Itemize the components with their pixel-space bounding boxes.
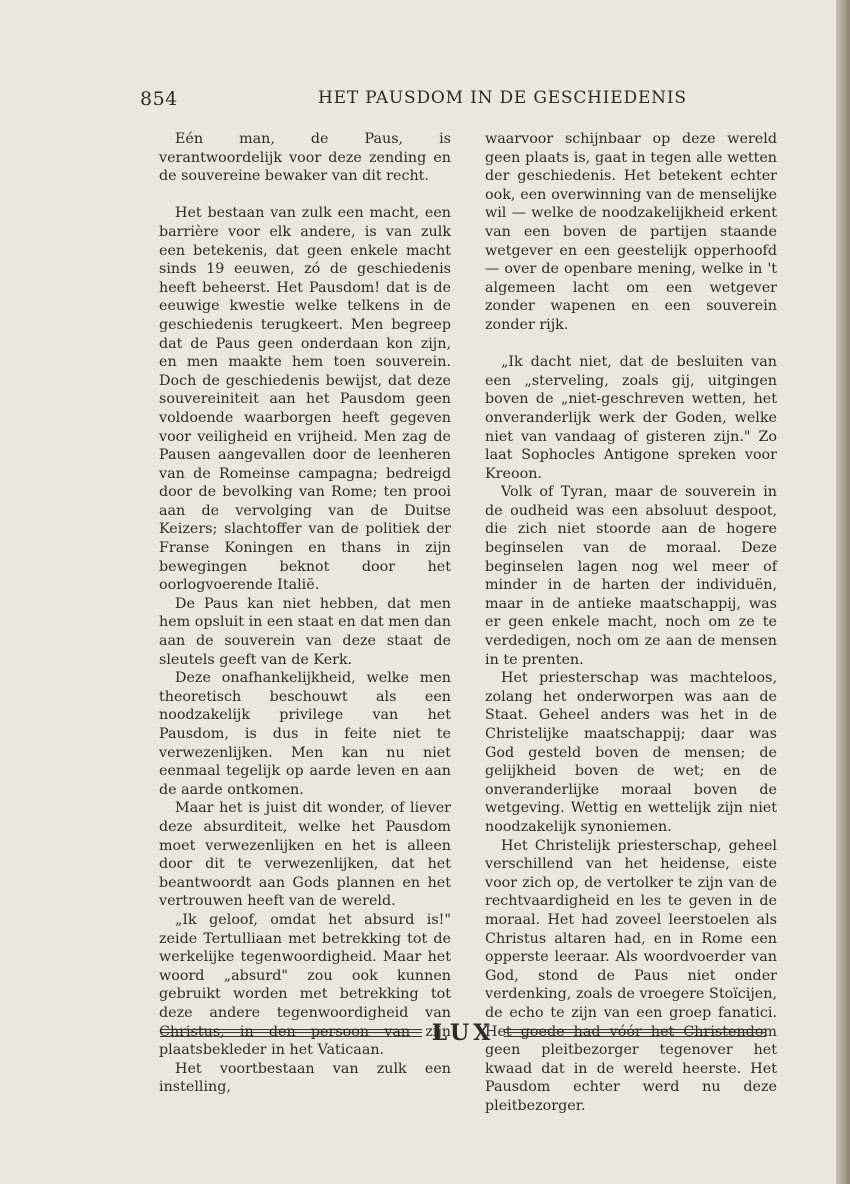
paragraph: Het priesterschap was machteloos, zolang het onderworpen was aan de Staat. Geheel anders was het in de Christelijke maatschappij; daar was God gesteld boven de mensen; de gelijkheid boven de wet; en de onveranderlijke moraal boven de wetgeving. Wettig en wettelijk zijn niet noodzakelijk synoniemen.: [485, 670, 777, 835]
paragraph: „Ik geloof, omdat het absurd is!" zeide Tertulliaan met betrekking tot de werkelijke tegenwoordigheid. Maar het woord „absurd" zou ook kunnen gebruikt worden met betrekking tot deze andere tegenwoordigheid van Christus, in den persoon van zijn plaatsbekleder in het Vaticaan.: [159, 911, 451, 1059]
page-number: 854: [140, 88, 178, 110]
paragraph: Volk of Tyran, maar de souverein in de oudheid was een absoluut despoot, die zich niet stoorde aan de hogere beginselen van de moraal. Deze beginselen lagen nog wel meer of minder in de harten der individuën, maar in de antieke maatschappij, was er geen enkele macht, noch om ze te verdedigen, noch om ze aan de mensen in te prenten.: [485, 484, 777, 668]
lux-mark: LUX: [431, 1020, 495, 1046]
running-title: HET PAUSDOM IN DE GESCHIEDENIS: [318, 88, 687, 108]
paragraph: Het voortbestaan van zulk een instelling,: [159, 1060, 451, 1096]
paragraph: Eén man, de Paus, is verantwoordelijk voor deze zending en de souvereine bewaker van dit recht.: [159, 131, 451, 185]
paragraph: „Ik dacht niet, dat de besluiten van een „sterveling, zoals gij, uitgingen boven de „niet-geschreven wetten, het onveranderlijk werk der Goden, welke niet van vandaag of gisteren zijn." Zo laat Sophocles Antigone spreken voor Kreoon.: [485, 354, 777, 482]
paragraph: Deze onafhankelijkheid, welke men theoretisch beschouwt als een noodzakelijk privilege van het Pausdom, is dus in feite niet te verwezenlijken. Men kan nu niet eenmaal tegelijk op aarde leven en aan de aarde ontkomen.: [159, 670, 451, 798]
paragraph: Maar het is juist dit wonder, of liever deze absurditeit, welke het Pausdom moet verwezenlijken en het is alleen door dit te verwezenlijken, dat het beantwoordt aan Gods plannen en het vertrouwen heeft van de wereld.: [159, 800, 451, 910]
paragraph: De Paus kan niet hebben, dat men hem opsluit in een staat en dat men dan aan de souverein van deze staat de sleutels geeft van de Kerk.: [159, 595, 451, 668]
right-column: [485, 130, 777, 1115]
footer-ornament: [160, 1020, 766, 1046]
rule-line: [504, 1029, 766, 1037]
rule-line: [160, 1029, 422, 1037]
paragraph: waarvoor schijnbaar op deze wereld geen plaats is, gaat in tegen alle wetten der geschiedenis. Het betekent echter ook, een overwinning van de menselijke wil — welke de noodzakelijkheid erkent van een boven de partijen staande wetgever en een geestelijk opperhoofd — over de openbare mening, welke in 't algemeen lacht om een wetgever zonder wapenen en een souverein zonder rijk.: [485, 131, 777, 333]
book-spine-edge: [836, 0, 850, 1184]
paragraph: Het Christelijk priesterschap, geheel verschillend van het heidense, eiste voor zich op, de vertolker te zijn van de rechtvaardigheid en les te geven in de moraal. Het had zoveel leerstoelen als Christus altaren had, en in Rome een opperste leeraar. Als woordvoerder van God, stond de Paus niet onder verdenking, zoals de vroegere Stoïcijen, de echo te zijn van een groep fanatici. Het goede had vóór het Christendom geen pleitbezorger tegenover het kwaad dat in de wereld heerste. Het Pausdom echter werd nu deze pleitbezorger.: [485, 837, 777, 1114]
paragraph: Het bestaan van zulk een macht, een barrière voor elk andere, is van zulk een betekenis, dat geen enkele macht sinds 19 eeuwen, zó de geschiedenis heeft beheerst. Het Pausdom! dat is de eeuwige kwestie welke telkens in de geschiedenis terugkeert. Men begreep dat de Paus geen onderdaan kon zijn, en men maakte hem toen souverein. Doch de geschiedenis bewijst, dat deze souvereiniteit aan het Pausdom geen voldoende waarborgen heeft gegeven voor veiligheid en vrijheid. Men zag de Pausen aangevallen door de leenheren van de Romeinse campagna; bedreigd door de bevolking van Rome; ten prooi aan de vervolging van de Duitse Keizers; slachtoffer van de politiek der Franse Koningen en thans in zijn bewegingen beknot door het oorlogvoerende Italië.: [159, 205, 451, 594]
left-column: [159, 130, 451, 1097]
page-header: [140, 86, 687, 114]
